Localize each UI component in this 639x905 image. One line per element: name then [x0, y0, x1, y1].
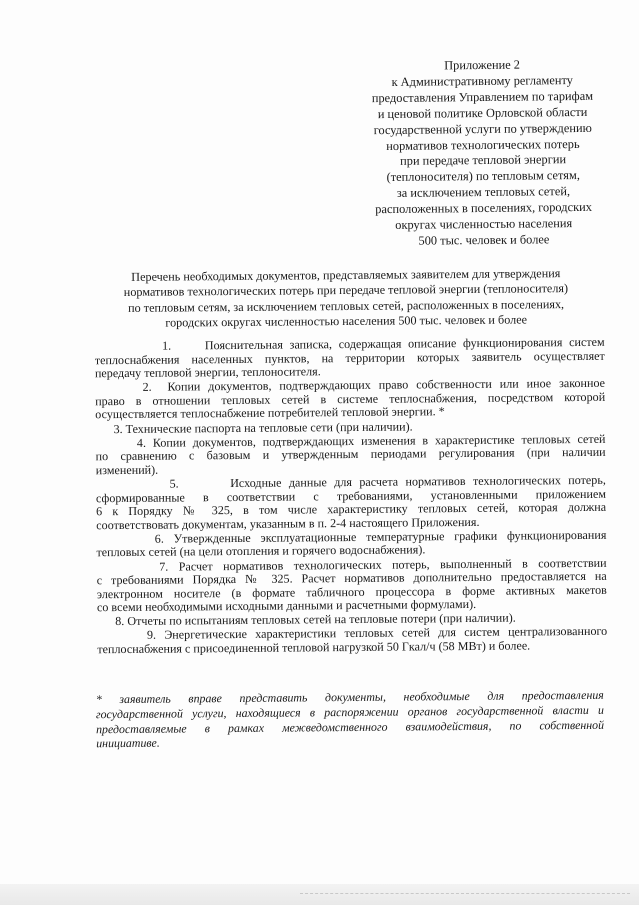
item-line: 9. Энергетические характеристики тепловых сетей для систем централизованного	[97, 624, 608, 643]
appendix-line: расположенных в поселениях, городских	[375, 200, 592, 217]
appendix-line: 500 тыс. человек и более	[418, 232, 550, 248]
item-line: 1. Пояснительная записка, содержащая описание функционирования систем	[94, 334, 605, 354]
item-line: электронном носителе (в формате табличного процессора в форме активных макетов	[96, 582, 607, 601]
list-item	[97, 625, 607, 657]
item-line: 2. Копии документов, подтверждающих право собственности или иное законное	[94, 376, 606, 395]
footnote-line: * заявитель вправе представить документы, необходимые для предоставления	[95, 687, 604, 707]
item-line: 6 к Порядку № 325, в том числе характеристику тепловых сетей, которая должна	[96, 499, 607, 519]
footnote	[96, 688, 604, 752]
document-title	[86, 266, 607, 332]
list-item	[95, 432, 605, 477]
item-line: со всеми необходимыми исходными данными и расчетными формулами).	[96, 597, 477, 615]
list-item	[96, 474, 606, 533]
list-item	[95, 377, 605, 422]
title-line: Перечень необходимых документов, представляемых заявителем для утверждения	[131, 266, 561, 284]
appendix-line: и ценовой политике Орловской области	[377, 104, 588, 121]
scan-bottom-edge	[0, 884, 639, 905]
title-line: по тепловым сетям, за исключением тепловых сетей, расположенных в поселениях,	[127, 296, 565, 315]
list-item	[97, 556, 607, 615]
footnote-line: предоставляемые в рамках межведомственного взаимодействия, по собственной	[96, 717, 605, 736]
title-line: городских округах численностью населения 500 тыс. человек и более	[165, 312, 528, 330]
item-line: по сравнению с базовым и утвержденным периодами регулирования (при наличии	[95, 445, 606, 464]
item-line: осуществляется теплоснабжение потребителей тепловой энергии. *	[95, 404, 445, 422]
item-line: 5. Исходные данные для расчета нормативов технологических потерь,	[95, 472, 606, 492]
item-line: соответствовать документам, указанным в п. 2-4 настоящего Приложения.	[96, 514, 480, 532]
appendix-line: государственной услуги по утверждению	[373, 120, 592, 137]
item-line: право в отношении тепловых сетей в системе теплоснабжения, посредством которой	[95, 389, 606, 409]
item-line: передачу тепловой энергии, теплоносителя.	[94, 364, 321, 381]
item-line: 4. Копии документов, подтверждающих изменения в характеристике тепловых сетей	[95, 431, 606, 450]
item-line: тепловых сетей (на цели отопления и горячего водоснабжения).	[96, 542, 426, 560]
item-line: 6. Утвержденные эксплуатационные температурные графики функционирования	[96, 527, 607, 547]
appendix-line: к Административному регламенту	[391, 72, 574, 89]
scan-edge-artifact	[300, 893, 630, 894]
appendix-header	[357, 57, 609, 250]
list-item	[95, 336, 605, 381]
appendix-line: округах численностью населения	[395, 216, 573, 232]
title-line: нормативов технологических потерь при передаче тепловой энергии (теплоносителя)	[123, 281, 569, 300]
appendix-line: предоставления Управлением по тарифам	[371, 88, 594, 105]
item-line: 8. Отчеты по испытаниям тепловых сетей на тепловые потери (при наличии).	[97, 610, 516, 629]
appendix-line: при передаче тепловой энергии	[400, 152, 567, 169]
footnote-line: инициативе.	[96, 736, 160, 751]
item-line: теплоснабжения с присоединенной тепловой нагрузкой 50 Гкал/ч (58 МВт) и более.	[97, 638, 531, 657]
appendix-line: (теплоносителя) по тепловым сетям,	[386, 168, 580, 185]
appendix-line: нормативов технологических потерь	[386, 136, 580, 153]
document-list	[95, 336, 608, 658]
appendix-line: за исключением тепловых сетей,	[396, 184, 571, 201]
item-line: с требованиями Порядка № 325. Расчет нормативов дополнительно предоставляется на	[96, 568, 607, 588]
item-line: теплоснабжения населенных пунктов, на территории которых заявитель осуществляет	[94, 348, 605, 367]
appendix-line: Приложение 2	[444, 57, 521, 73]
item-line: 7. Расчет нормативов технологических потерь, выполненный в соответствии	[96, 555, 607, 574]
item-line: 3. Технические паспорта на тепловые сети (при наличии).	[95, 419, 413, 436]
item-line: сформированные в соответствии с требованиями, установленными приложением	[95, 486, 607, 505]
footnote-line: государственной услуги, находящиеся в распоряжении органов государственной власти и	[95, 702, 604, 722]
item-line: изменений).	[95, 462, 159, 478]
